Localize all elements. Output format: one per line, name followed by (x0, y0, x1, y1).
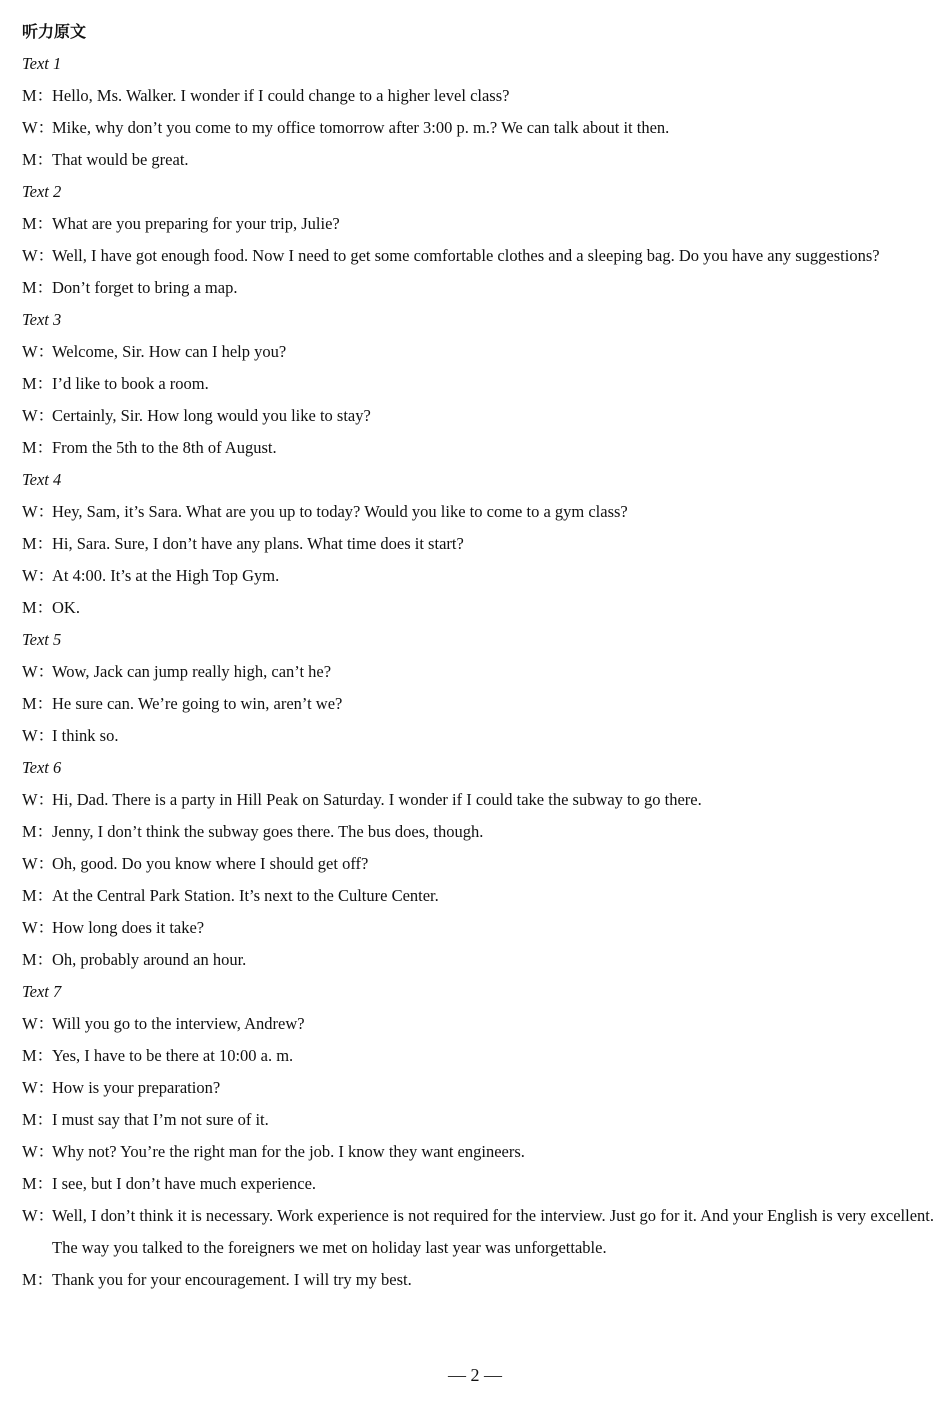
dialogue-line (22, 656, 934, 688)
dialogue-line (22, 1008, 934, 1040)
dialogue-line (22, 208, 934, 240)
section-title: Text 4 (22, 470, 62, 489)
speaker-label: M： (22, 534, 54, 553)
dialogue-line (22, 816, 934, 848)
dialogue-line (22, 1168, 934, 1200)
dialogue-text: Jenny, I don’t think the subway goes there. The bus does, though. (52, 822, 484, 841)
speaker-label: W： (22, 246, 55, 265)
dialogue-text: At the Central Park Station. It’s next to the Culture Center. (52, 886, 439, 905)
speaker-label: M： (22, 438, 54, 457)
speaker-label: M： (22, 1270, 54, 1289)
dialogue-line (22, 400, 934, 432)
speaker-label: W： (22, 918, 55, 937)
speaker-label: M： (22, 1110, 54, 1129)
dialogue-line (22, 336, 934, 368)
dialogue-line (22, 1136, 934, 1168)
dialogue-text: Wow, Jack can jump really high, can’t he? (52, 662, 332, 681)
dialogue-line (22, 592, 934, 624)
speaker-label: W： (22, 790, 55, 809)
dialogue-text: I think so. (52, 726, 119, 745)
dialogue-text: Will you go to the interview, Andrew? (52, 1014, 305, 1033)
dialogue-line (22, 912, 934, 944)
dialogue-line (22, 496, 934, 528)
dialogue-text: At 4:00. It’s at the High Top Gym. (52, 566, 280, 585)
dialogue-text: That would be great. (52, 150, 189, 169)
transcript-section (22, 176, 934, 304)
dialogue-text: Thank you for your encouragement. I will try my best. (52, 1270, 412, 1289)
speaker-label: W： (22, 1206, 55, 1225)
dialogue-line (22, 1264, 934, 1296)
speaker-label: W： (22, 854, 55, 873)
dialogue-text: He sure can. We’re going to win, aren’t we? (52, 694, 343, 713)
dialogue-text: I must say that I’m not sure of it. (52, 1110, 269, 1129)
speaker-label: M： (22, 822, 54, 841)
dialogue-line (22, 944, 934, 976)
dialogue-text: How is your preparation? (52, 1078, 221, 1097)
dialogue-line (22, 368, 934, 400)
dialogue-text: Why not? You’re the right man for the job. I know they want engineers. (52, 1142, 525, 1161)
dialogue-text: How long does it take? (52, 918, 205, 937)
dialogue-line (22, 848, 934, 880)
speaker-label: M： (22, 1046, 54, 1065)
page-number: — 2 — (448, 1365, 502, 1385)
transcript-page (22, 16, 934, 1296)
dialogue-line (22, 880, 934, 912)
dialogue-text: Hello, Ms. Walker. I wonder if I could change to a higher level class? (52, 86, 510, 105)
dialogue-line (22, 784, 934, 816)
speaker-label: W： (22, 726, 55, 745)
transcript-sections (22, 48, 934, 1296)
dialogue-text: Oh, probably around an hour. (52, 950, 247, 969)
dialogue-text: Yes, I have to be there at 10:00 a. m. (52, 1046, 294, 1065)
speaker-label: M： (22, 150, 54, 169)
dialogue-line (22, 528, 934, 560)
transcript-section (22, 976, 934, 1296)
dialogue-text: What are you preparing for your trip, Julie? (52, 214, 340, 233)
speaker-label: M： (22, 214, 54, 233)
page-heading: 听力原文 (22, 22, 87, 41)
speaker-label: W： (22, 566, 55, 585)
dialogue-line (22, 432, 934, 464)
speaker-label: M： (22, 886, 54, 905)
dialogue-text: Certainly, Sir. How long would you like to stay? (52, 406, 371, 425)
transcript-section (22, 48, 934, 176)
dialogue-text: Hi, Sara. Sure, I don’t have any plans. What time does it start? (52, 534, 464, 553)
dialogue-line (22, 80, 934, 112)
section-title: Text 3 (22, 310, 62, 329)
section-title: Text 7 (22, 982, 62, 1001)
dialogue-line (22, 720, 934, 752)
dialogue-line (22, 1200, 934, 1264)
speaker-label: W： (22, 502, 55, 521)
transcript-section (22, 752, 934, 976)
speaker-label: M： (22, 374, 54, 393)
dialogue-line (22, 272, 934, 304)
speaker-label: W： (22, 1142, 55, 1161)
speaker-label: M： (22, 598, 54, 617)
section-title: Text 1 (22, 54, 62, 73)
speaker-label: W： (22, 1078, 55, 1097)
dialogue-text: OK. (52, 598, 80, 617)
dialogue-line (22, 240, 934, 272)
dialogue-text: I’d like to book a room. (52, 374, 209, 393)
speaker-label: M： (22, 1174, 54, 1193)
section-title: Text 6 (22, 758, 62, 777)
dialogue-line (22, 112, 934, 144)
dialogue-text: Mike, why don’t you come to my office tomorrow after 3:00 p. m.? We can talk about it then. (52, 118, 670, 137)
speaker-label: M： (22, 694, 54, 713)
speaker-label: W： (22, 342, 55, 361)
dialogue-text: Don’t forget to bring a map. (52, 278, 238, 297)
speaker-label: M： (22, 86, 54, 105)
transcript-section (22, 464, 934, 624)
dialogue-line (22, 144, 934, 176)
dialogue-line (22, 1104, 934, 1136)
dialogue-text: Hi, Dad. There is a party in Hill Peak on Saturday. I wonder if I could take the subway to go there. (52, 790, 702, 809)
section-title: Text 5 (22, 630, 62, 649)
dialogue-text: Well, I have got enough food. Now I need to get some comfortable clothes and a sleeping bag. Do you have any suggestions? (52, 246, 880, 265)
speaker-label: M： (22, 950, 54, 969)
dialogue-line (22, 560, 934, 592)
transcript-section (22, 624, 934, 752)
section-title: Text 2 (22, 182, 62, 201)
dialogue-text: From the 5th to the 8th of August. (52, 438, 277, 457)
speaker-label: W： (22, 1014, 55, 1033)
dialogue-text: I see, but I don’t have much experience. (52, 1174, 317, 1193)
dialogue-line (22, 688, 934, 720)
speaker-label: W： (22, 662, 55, 681)
dialogue-line (22, 1072, 934, 1104)
dialogue-line (22, 1040, 934, 1072)
transcript-section (22, 304, 934, 464)
dialogue-text: Welcome, Sir. How can I help you? (52, 342, 287, 361)
speaker-label: W： (22, 118, 55, 137)
speaker-label: W： (22, 406, 55, 425)
dialogue-text: Oh, good. Do you know where I should get off? (52, 854, 369, 873)
dialogue-text: Well, I don’t think it is necessary. Work experience is not required for the interview. Just go for it. And your English is very excellent. The way you talked to the foreigners we met on holiday last year was unforgettable. (52, 1206, 934, 1257)
dialogue-text: Hey, Sam, it’s Sara. What are you up to today? Would you like to come to a gym class? (52, 502, 628, 521)
speaker-label: M： (22, 278, 54, 297)
